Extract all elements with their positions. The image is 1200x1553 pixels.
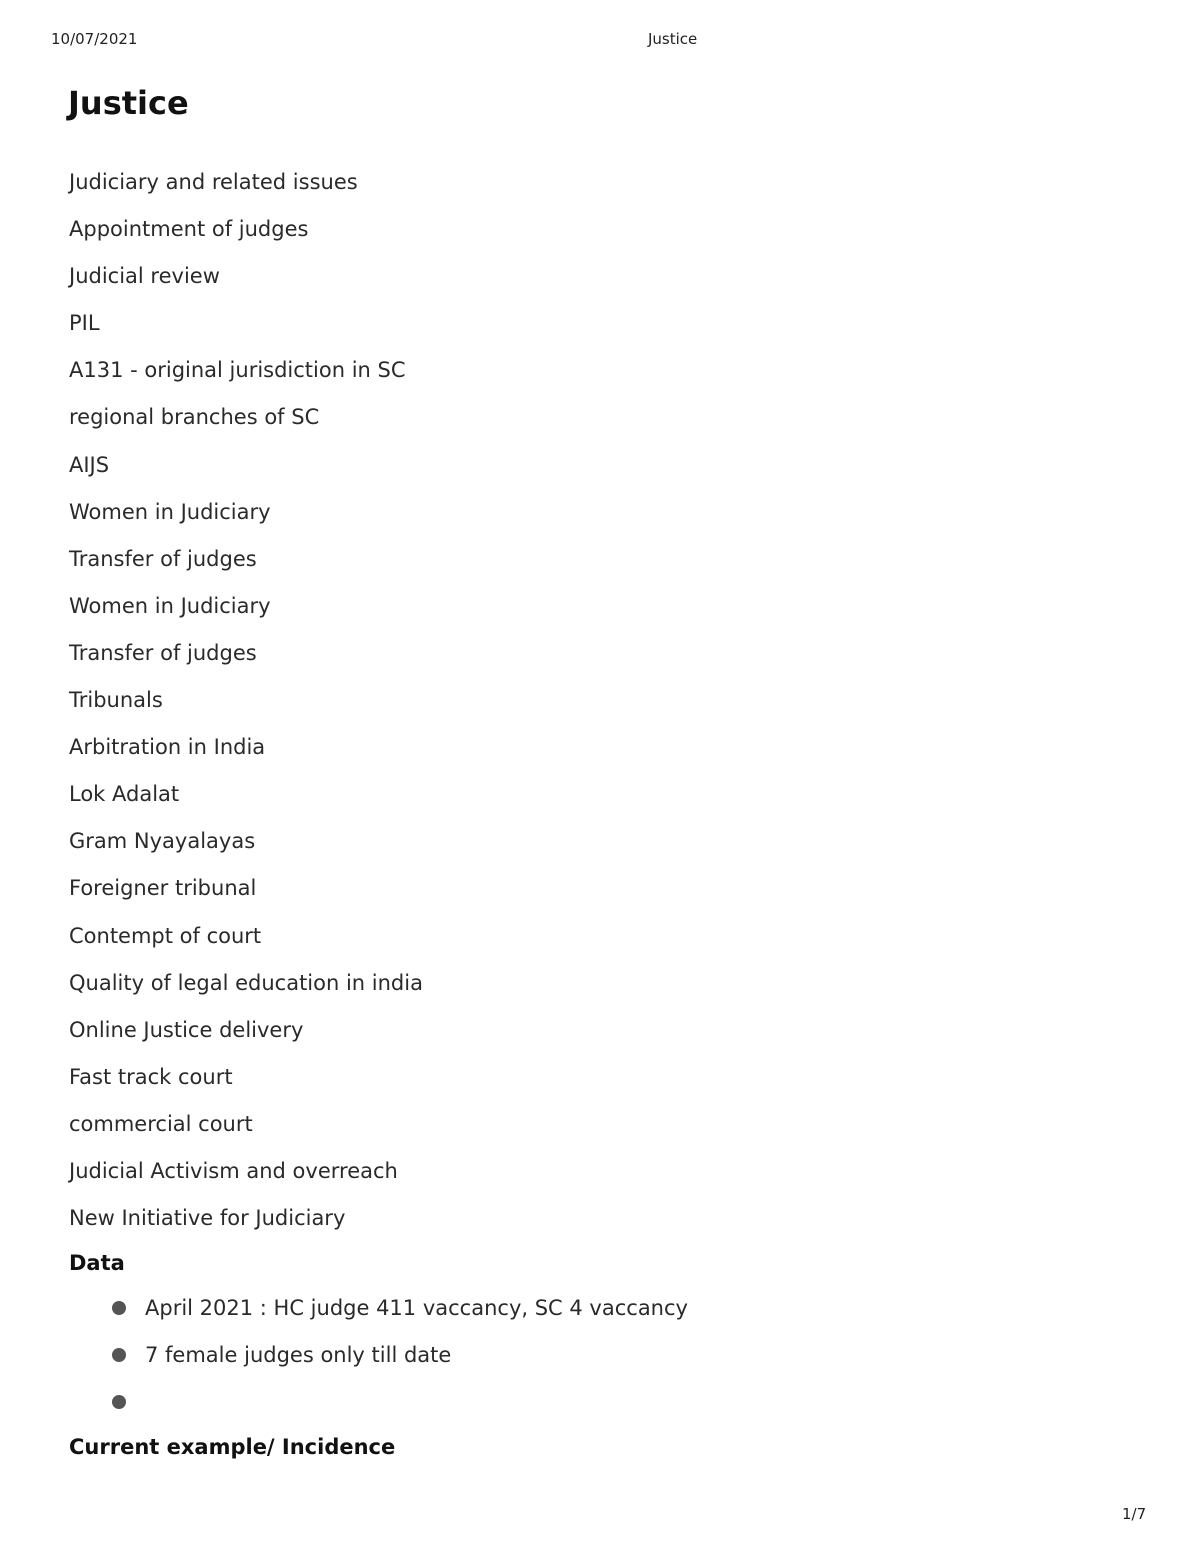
data-bullet-text: 7 female judges only till date bbox=[145, 1343, 452, 1367]
data-bullet-item bbox=[110, 1294, 688, 1341]
topic-item: New Initiative for Judiciary bbox=[69, 1206, 346, 1231]
page-title: Justice bbox=[68, 84, 189, 122]
topic-item: Judicial Activism and overreach bbox=[69, 1158, 398, 1183]
header-title: Justice bbox=[648, 30, 698, 48]
topic-item: Arbitration in India bbox=[69, 735, 266, 760]
topic-item: commercial court bbox=[69, 1111, 253, 1136]
current-example-heading: Current example/ Incidence bbox=[69, 1435, 396, 1459]
data-heading: Data bbox=[69, 1251, 125, 1275]
topic-item: Judiciary and related issues bbox=[69, 170, 358, 194]
page-number: 1/7 bbox=[1122, 1505, 1147, 1523]
topic-item: Gram Nyayalayas bbox=[69, 829, 256, 854]
bullet-dot-icon bbox=[112, 1301, 126, 1315]
topic-item: regional branches of SC bbox=[69, 405, 320, 430]
topic-item: Lok Adalat bbox=[69, 782, 180, 807]
topic-item: Online Justice delivery bbox=[69, 1017, 304, 1042]
topic-list bbox=[69, 168, 423, 1251]
bullet-dot-icon bbox=[112, 1348, 126, 1362]
topic-item: Fast track court bbox=[69, 1064, 233, 1089]
bullet-dot-icon bbox=[112, 1395, 126, 1409]
topic-item: A131 - original jurisdiction in SC bbox=[69, 358, 406, 383]
topic-item: Women in Judiciary bbox=[69, 499, 271, 524]
topic-item: Transfer of judges bbox=[69, 640, 257, 665]
topic-item: PIL bbox=[69, 311, 100, 336]
data-bullet-item bbox=[110, 1341, 688, 1388]
topic-item: Women in Judiciary bbox=[69, 593, 271, 618]
topic-item: Appointment of judges bbox=[69, 217, 309, 242]
topic-item: AIJS bbox=[69, 452, 110, 477]
topic-item: Judicial review bbox=[69, 264, 220, 289]
data-bullet-list bbox=[110, 1294, 688, 1435]
topic-item: Foreigner tribunal bbox=[69, 876, 257, 901]
topic-item: Tribunals bbox=[69, 688, 163, 713]
data-bullet-text: April 2021 : HC judge 411 vaccancy, SC 4 vaccancy bbox=[145, 1296, 688, 1320]
topic-item: Transfer of judges bbox=[69, 546, 257, 571]
header-date: 10/07/2021 bbox=[51, 30, 138, 48]
topic-item: Contempt of court bbox=[69, 923, 262, 948]
topic-item: Quality of legal education in india bbox=[69, 970, 423, 995]
data-bullet-item bbox=[110, 1388, 688, 1435]
